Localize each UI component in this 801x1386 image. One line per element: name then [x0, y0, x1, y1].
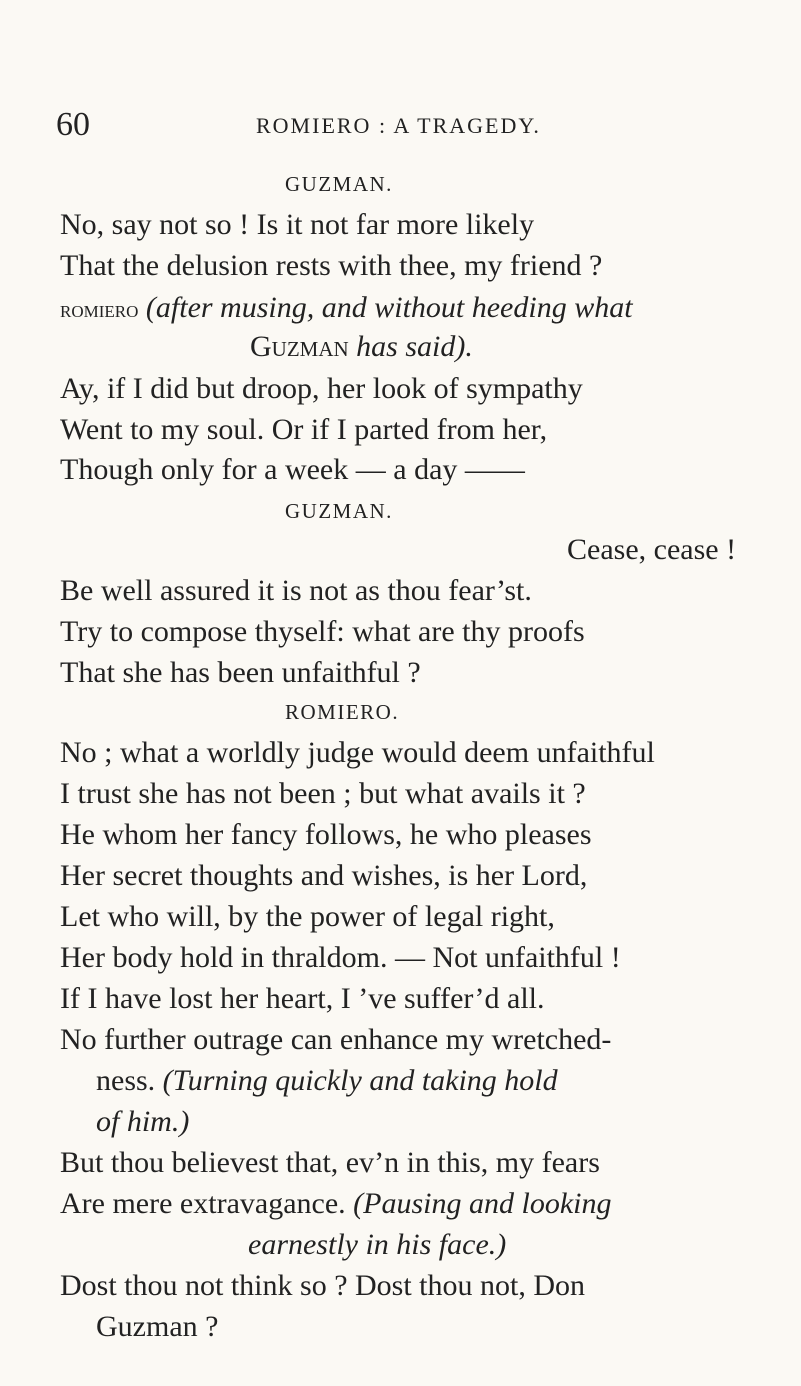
speaker-guzman: GUZMAN.: [285, 172, 393, 196]
verse-line: Cease, cease !: [567, 533, 737, 566]
stage-direction: earnestly in his face.): [248, 1228, 507, 1261]
verse-line: No ; what a worldly judge would deem unfaithful: [60, 736, 655, 769]
verse-line: No further outrage can enhance my wretched-: [60, 1023, 612, 1056]
verse-line: [96, 1063, 558, 1099]
stage-direction: (Pausing and looking: [353, 1187, 612, 1220]
verse-line: Her secret thoughts and wishes, is her Lord,: [60, 859, 588, 892]
verse-line: He whom her fancy follows, he who pleases: [60, 818, 592, 851]
speaker-guzman: GUZMAN.: [285, 499, 393, 523]
verse-line: Ay, if I did but droop, her look of sympathy: [60, 372, 583, 405]
stage-direction-line: [250, 329, 473, 365]
stage-direction: (Turning quickly and taking hold: [162, 1064, 558, 1097]
verse-line: [60, 1186, 611, 1222]
running-title: ROMIERO : A TRAGEDY.: [256, 113, 541, 138]
verse-text: ness.: [96, 1064, 163, 1097]
speaker-romiero: ROMIERO.: [285, 700, 400, 724]
verse-line: Guzman ?: [96, 1310, 219, 1343]
verse-line: Went to my soul. Or if I parted from her,: [60, 413, 548, 446]
verse-line: I trust she has not been ; but what avails it ?: [60, 777, 586, 810]
stage-direction: has said).: [348, 330, 473, 363]
stage-direction: (after musing, and without heeding what: [145, 291, 633, 324]
verse-line: That the delusion rests with thee, my friend ?: [60, 249, 603, 282]
verse-line: Try to compose thyself: what are thy proofs: [60, 615, 585, 648]
verse-line: That she has been unfaithful ?: [60, 656, 421, 689]
character-name: Guzman: [250, 330, 349, 363]
verse-line: No, say not so ! Is it not far more likely: [60, 208, 535, 241]
verse-line: Dost thou not think so ? Dost thou not, Don: [60, 1269, 586, 1302]
verse-line: If I have lost her heart, I ’ve suffer’d all.: [60, 982, 545, 1015]
verse-text: Are mere extravagance.: [60, 1187, 354, 1220]
verse-line: Though only for a week — a day ——: [60, 453, 525, 486]
speaker-direction-line: [60, 290, 633, 328]
verse-line: Let who will, by the power of legal right,: [60, 900, 555, 933]
speaker-romiero: romiero: [60, 297, 139, 323]
page-number: 60: [56, 106, 90, 143]
page-header: [56, 105, 746, 145]
verse-line: Be well assured it is not as thou fear’st.: [60, 574, 532, 607]
verse-line: But thou believest that, ev’n in this, my fears: [60, 1146, 600, 1179]
stage-direction: of him.): [96, 1105, 190, 1138]
verse-line: Her body hold in thraldom. — Not unfaithful !: [60, 941, 621, 974]
